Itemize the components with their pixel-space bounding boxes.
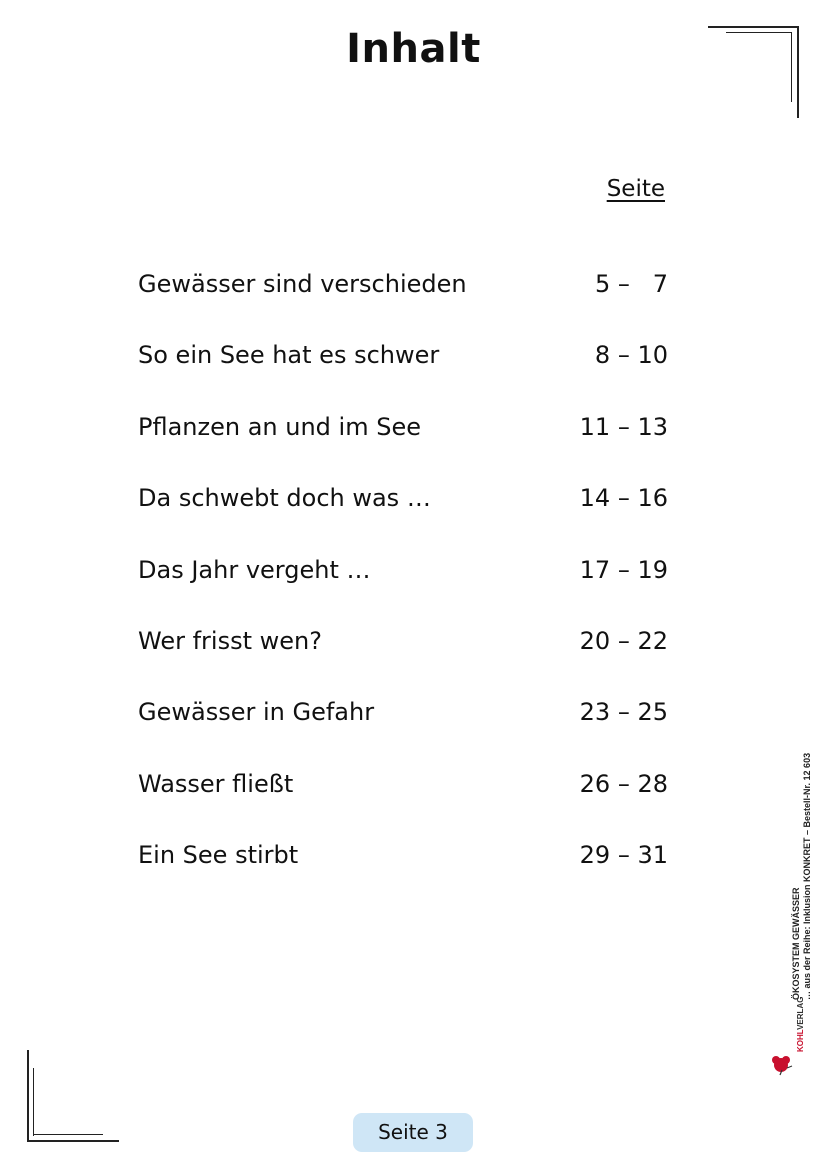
- toc-entry-pages: 11 – 13: [579, 413, 668, 441]
- toc-entry-title: Gewässer sind verschieden: [138, 270, 467, 298]
- page-number-badge: Seite 3: [353, 1113, 473, 1152]
- page-title: Inhalt: [346, 26, 481, 72]
- series-info: … aus der Reihe: Inklusion KONKRET – Bestell-Nr. 12 603: [802, 752, 812, 1000]
- toc-entry-pages: 17 – 19: [579, 556, 668, 584]
- toc-entry[interactable]: [0, 413, 827, 453]
- series-title: ÖKOSYSTEM GEWÄSSER: [791, 887, 801, 1000]
- publisher-info: [791, 700, 813, 1000]
- toc-entry[interactable]: [0, 484, 827, 524]
- page-column-header: Seite: [606, 176, 665, 202]
- toc-entry-title: Pflanzen an und im See: [138, 413, 421, 441]
- toc-entry-pages: 26 – 28: [579, 770, 668, 798]
- toc-entry-title: Ein See stirbt: [138, 841, 299, 869]
- corner-frame-line: [708, 26, 798, 28]
- corner-frame-line: [797, 26, 799, 118]
- toc-entry-title: So ein See hat es schwer: [138, 341, 440, 369]
- corner-frame-line: [33, 1068, 34, 1136]
- toc-entry-pages: 20 – 22: [579, 627, 668, 655]
- toc-entry-title: Da schwebt doch was …: [138, 484, 431, 512]
- toc-entry-pages: 8 – 10: [594, 341, 668, 369]
- publisher-logo-text: KOHLVERLAG: [796, 996, 805, 1052]
- corner-frame-line: [33, 1134, 103, 1135]
- toc-entry-title: Gewässer in Gefahr: [138, 698, 375, 726]
- corner-frame-line: [27, 1050, 29, 1142]
- toc-entry[interactable]: [0, 556, 827, 596]
- toc-entry[interactable]: [0, 270, 827, 310]
- toc-entry[interactable]: [0, 841, 827, 881]
- toc-entry[interactable]: [0, 627, 827, 667]
- toc-entry-pages: 23 – 25: [579, 698, 668, 726]
- toc-entry[interactable]: [0, 341, 827, 381]
- toc-entry[interactable]: [0, 770, 827, 810]
- corner-frame-line: [726, 32, 792, 33]
- toc-entry-pages: 5 – 7: [594, 270, 668, 298]
- corner-frame-line: [27, 1140, 119, 1142]
- toc-entry[interactable]: [0, 698, 827, 738]
- corner-frame-line: [791, 32, 792, 102]
- toc-entry-pages: 14 – 16: [579, 484, 668, 512]
- toc-entry-pages: 29 – 31: [579, 841, 668, 869]
- toc-entry-title: Wasser fließt: [138, 770, 294, 798]
- toc-entry-title: Das Jahr vergeht …: [138, 556, 371, 584]
- toc-entry-title: Wer frisst wen?: [138, 627, 322, 655]
